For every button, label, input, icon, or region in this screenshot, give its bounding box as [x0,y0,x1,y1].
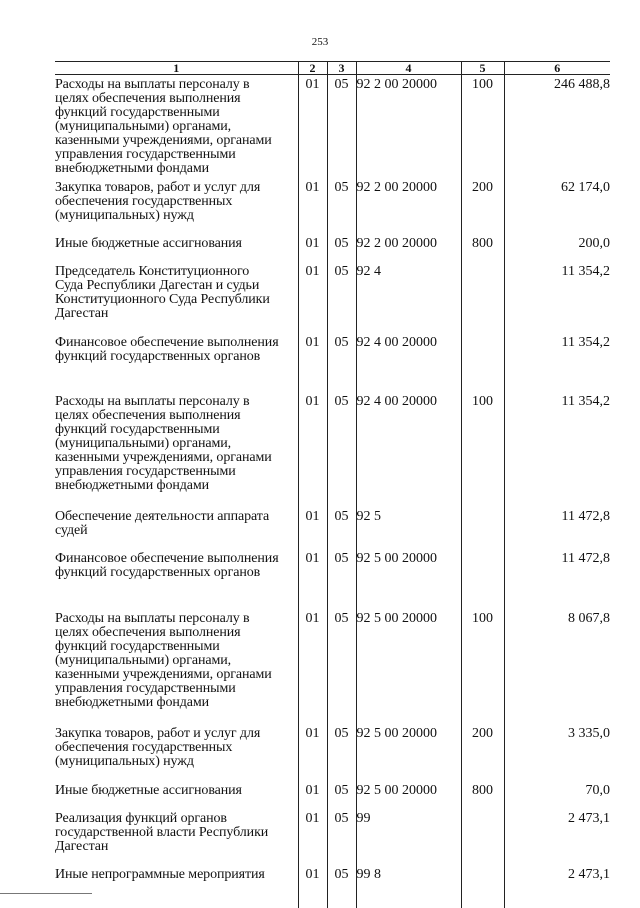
row-name: Закупка товаров, работ и услуг для обеспечения государственных (муниципальных) нужд [55,727,283,769]
row-target-code: 92 2 00 20000 [356,178,461,234]
row-name-cell [55,781,298,809]
row-target-code: 92 4 [356,262,461,333]
row-amount: 11 472,8 [504,507,610,549]
row-subsection: 05 [327,178,356,234]
row-name-cell [55,75,298,179]
row-section: 01 [298,234,327,262]
row-name: Председатель Конституционного Суда Республики Дагестан и судьи Конституционного Суда Республики Дагестан [55,265,275,321]
row-amount: 200,0 [504,234,610,262]
row-amount: 11 472,8 [504,549,610,609]
row-expense-type [461,507,504,549]
row-name-cell [55,609,298,724]
row-section: 01 [298,333,327,392]
footer-rule [0,893,92,894]
row-subsection: 05 [327,781,356,809]
row-name-cell [55,178,298,234]
row-target-code: 92 5 00 20000 [356,609,461,724]
row-target-code: 92 4 00 20000 [356,333,461,392]
row-expense-type: 100 [461,609,504,724]
row-section: 01 [298,781,327,809]
row-expense-type: 200 [461,178,504,234]
row-expense-type [461,262,504,333]
row-subsection: 05 [327,392,356,507]
header-col-5: 5 [461,62,504,75]
table-row [55,507,610,549]
row-name-cell [55,549,298,609]
table-row [55,333,610,392]
row-name: Обеспечение деятельности аппарата судей [55,510,287,538]
row-expense-type: 100 [461,392,504,507]
row-amount: 2 473,1 [504,809,610,865]
row-name: Расходы на выплаты персоналу в целях обеспечения выполнения функций государственными (муниципальными) органами, казенными учреждениями, органами управления государственными внебюджетными фондами [55,395,281,493]
row-name-cell [55,234,298,262]
row-section: 01 [298,809,327,865]
row-expense-type: 800 [461,781,504,809]
table-row [55,865,610,908]
row-section: 01 [298,549,327,609]
row-name: Закупка товаров, работ и услуг для обеспечения государственных (муниципальных) нужд [55,181,281,223]
table-row [55,609,610,724]
row-section: 01 [298,75,327,179]
row-section: 01 [298,609,327,724]
row-target-code: 92 5 00 20000 [356,781,461,809]
row-amount: 11 354,2 [504,333,610,392]
row-section: 01 [298,178,327,234]
row-amount: 11 354,2 [504,262,610,333]
row-target-code: 92 4 00 20000 [356,392,461,507]
row-name-cell [55,333,298,392]
header-col-6: 6 [504,62,610,75]
row-name: Расходы на выплаты персоналу в целях обеспечения выполнения функций государственными (муниципальными) органами, казенными учреждениями, органами управления государственными внебюджетными фондами [55,612,281,710]
row-subsection: 05 [327,234,356,262]
row-target-code: 99 [356,809,461,865]
row-name: Реализация функций органов государственной власти Республики Дагестан [55,812,277,854]
row-subsection: 05 [327,724,356,781]
row-expense-type [461,809,504,865]
table-row [55,75,610,179]
row-section: 01 [298,724,327,781]
table-row [55,724,610,781]
row-subsection: 05 [327,549,356,609]
row-section: 01 [298,507,327,549]
row-subsection: 05 [327,865,356,908]
row-name: Иные непрограммные мероприятия [55,868,293,882]
row-expense-type: 800 [461,234,504,262]
row-subsection: 05 [327,333,356,392]
row-subsection: 05 [327,262,356,333]
row-name: Расходы на выплаты персоналу в целях обеспечения выполнения функций государственными (муниципальными) органами, казенными учреждениями, органами управления государственными внебюджетными фондами [55,78,281,176]
row-name-cell [55,724,298,781]
row-target-code: 92 5 [356,507,461,549]
row-name: Иные бюджетные ассигнования [55,237,293,251]
row-subsection: 05 [327,507,356,549]
header-col-2: 2 [298,62,327,75]
table-row [55,781,610,809]
row-target-code: 92 2 00 20000 [356,75,461,179]
row-name-cell [55,865,298,908]
row-expense-type [461,333,504,392]
row-expense-type: 100 [461,75,504,179]
table-row [55,178,610,234]
row-expense-type [461,865,504,908]
row-section: 01 [298,262,327,333]
row-section: 01 [298,865,327,908]
row-subsection: 05 [327,75,356,179]
header-col-3: 3 [327,62,356,75]
table-row [55,262,610,333]
row-amount: 246 488,8 [504,75,610,179]
row-target-code: 92 5 00 20000 [356,549,461,609]
row-name-cell [55,809,298,865]
table-row [55,392,610,507]
table-row [55,234,610,262]
budget-table [55,61,610,908]
table-row [55,549,610,609]
row-expense-type: 200 [461,724,504,781]
row-target-code: 99 8 [356,865,461,908]
row-section: 01 [298,392,327,507]
row-amount: 70,0 [504,781,610,809]
row-name: Иные бюджетные ассигнования [55,784,293,798]
table-body [55,75,610,908]
row-name-cell [55,262,298,333]
row-name: Финансовое обеспечение выполнения функций государственных органов [55,552,281,580]
row-amount: 8 067,8 [504,609,610,724]
row-name: Финансовое обеспечение выполнения функций государственных органов [55,336,281,364]
table-row [55,809,610,865]
row-amount: 2 473,1 [504,865,610,908]
row-subsection: 05 [327,809,356,865]
row-amount: 3 335,0 [504,724,610,781]
header-col-1: 1 [55,62,298,75]
row-expense-type [461,549,504,609]
header-col-4: 4 [356,62,461,75]
row-amount: 11 354,2 [504,392,610,507]
row-target-code: 92 2 00 20000 [356,234,461,262]
row-name-cell [55,392,298,507]
table-header-row [55,62,610,75]
page-number: 253 [0,36,640,48]
row-name-cell [55,507,298,549]
row-amount: 62 174,0 [504,178,610,234]
row-target-code: 92 5 00 20000 [356,724,461,781]
row-subsection: 05 [327,609,356,724]
